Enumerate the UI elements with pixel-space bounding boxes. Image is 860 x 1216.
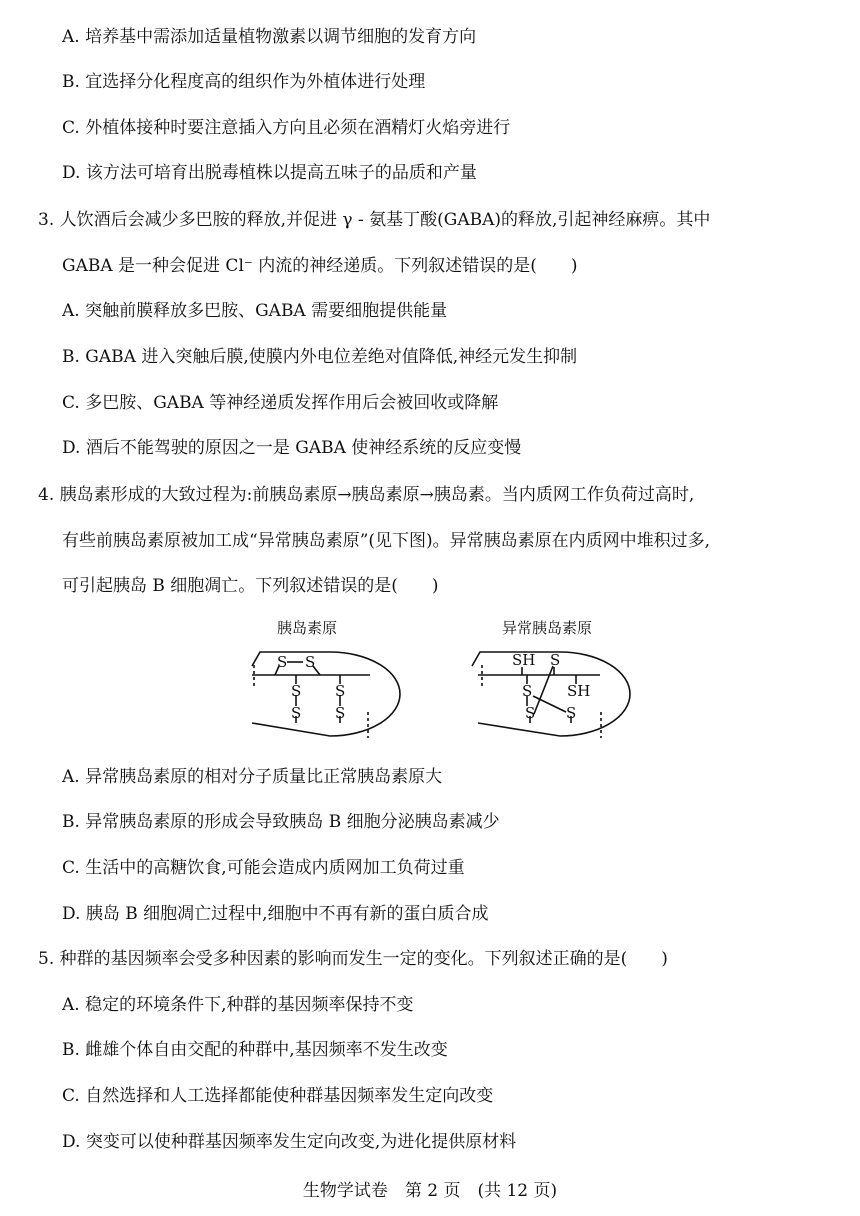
q5-option-d: D. 突变可以使种群基因频率发生定向改变,为进化提供原材料 bbox=[62, 1132, 517, 1152]
s-label: S bbox=[291, 682, 302, 700]
figure-left-title: 胰岛素原 bbox=[276, 619, 338, 637]
q2-option-b: B. 宜选择分化程度高的组织作为外植体进行处理 bbox=[62, 72, 426, 92]
q3-option-a: A. 突触前膜释放多巴胺、GABA 需要细胞提供能量 bbox=[62, 301, 448, 321]
q3-stem-line2: GABA 是一种会促进 Cl⁻ 内流的神经递质。下列叙述错误的是( ) bbox=[62, 256, 578, 276]
q4-option-b: B. 异常胰岛素原的形成会导致胰岛 B 细胞分泌胰岛素减少 bbox=[62, 812, 500, 832]
q2-option-d: D. 该方法可培育出脱毒植株以提高五味子的品质和产量 bbox=[62, 163, 477, 183]
figure-right-title: 异常胰岛素原 bbox=[501, 619, 593, 637]
s-label: S bbox=[305, 653, 316, 671]
s-label: S bbox=[566, 704, 577, 722]
s-label: S bbox=[277, 653, 288, 671]
q3-option-b: B. GABA 进入突触后膜,使膜内外电位差绝对值降低,神经元发生抑制 bbox=[62, 347, 578, 367]
s-label: S bbox=[291, 704, 302, 722]
s-label: S bbox=[522, 682, 533, 700]
q4-option-c: C. 生活中的高糖饮食,可能会造成内质网加工负荷过重 bbox=[62, 858, 465, 878]
s-label: S bbox=[525, 704, 536, 722]
q3-stem-line1: 3. 人饮酒后会减少多巴胺的释放,并促进 γ - 氨基丁酸(GABA)的释放,引起神经麻痹。其中 bbox=[38, 210, 711, 230]
q5-option-a: A. 稳定的环境条件下,种群的基因频率保持不变 bbox=[62, 995, 414, 1015]
q2-option-a: A. 培养基中需添加适量植物激素以调节细胞的发育方向 bbox=[62, 27, 477, 47]
q3-option-c: C. 多巴胺、GABA 等神经递质发挥作用后会被回收或降解 bbox=[62, 393, 499, 413]
s-label: S bbox=[335, 704, 346, 722]
q4-option-d: D. 胰岛 B 细胞凋亡过程中,细胞中不再有新的蛋白质合成 bbox=[62, 904, 489, 924]
q2-option-c: C. 外植体接种时要注意插入方向且必须在酒精灯火焰旁进行 bbox=[62, 118, 511, 138]
q4-stem-line3: 可引起胰岛 B 细胞凋亡。下列叙述错误的是( ) bbox=[62, 576, 439, 596]
q4-option-a: A. 异常胰岛素原的相对分子质量比正常胰岛素原大 bbox=[62, 767, 443, 787]
sh-label: SH bbox=[567, 682, 591, 700]
q5-option-b: B. 雌雄个体自由交配的种群中,基因频率不发生改变 bbox=[62, 1040, 448, 1060]
s-label: S bbox=[550, 651, 561, 669]
q5-option-c: C. 自然选择和人工选择都能使种群基因频率发生定向改变 bbox=[62, 1086, 494, 1106]
s-label: S bbox=[335, 682, 346, 700]
q3-option-d: D. 酒后不能驾驶的原因之一是 GABA 使神经系统的反应变慢 bbox=[62, 438, 522, 458]
q4-stem-line2: 有些前胰岛素原被加工成“异常胰岛素原”(见下图)。异常胰岛素原在内质网中堆积过多, bbox=[62, 531, 711, 551]
normal-proinsulin-chain bbox=[252, 652, 400, 736]
q5-stem: 5. 种群的基因频率会受多种因素的影响而发生一定的变化。下列叙述正确的是( ) bbox=[38, 949, 668, 969]
q4-stem-line1: 4. 胰岛素形成的大致过程为:前胰岛素原→胰岛素原→胰岛素。当内质网工作负荷过高时, bbox=[38, 485, 695, 505]
page-footer: 生物学试卷 第 2 页 (共 12 页) bbox=[302, 1181, 558, 1201]
sh-label: SH bbox=[512, 651, 536, 669]
